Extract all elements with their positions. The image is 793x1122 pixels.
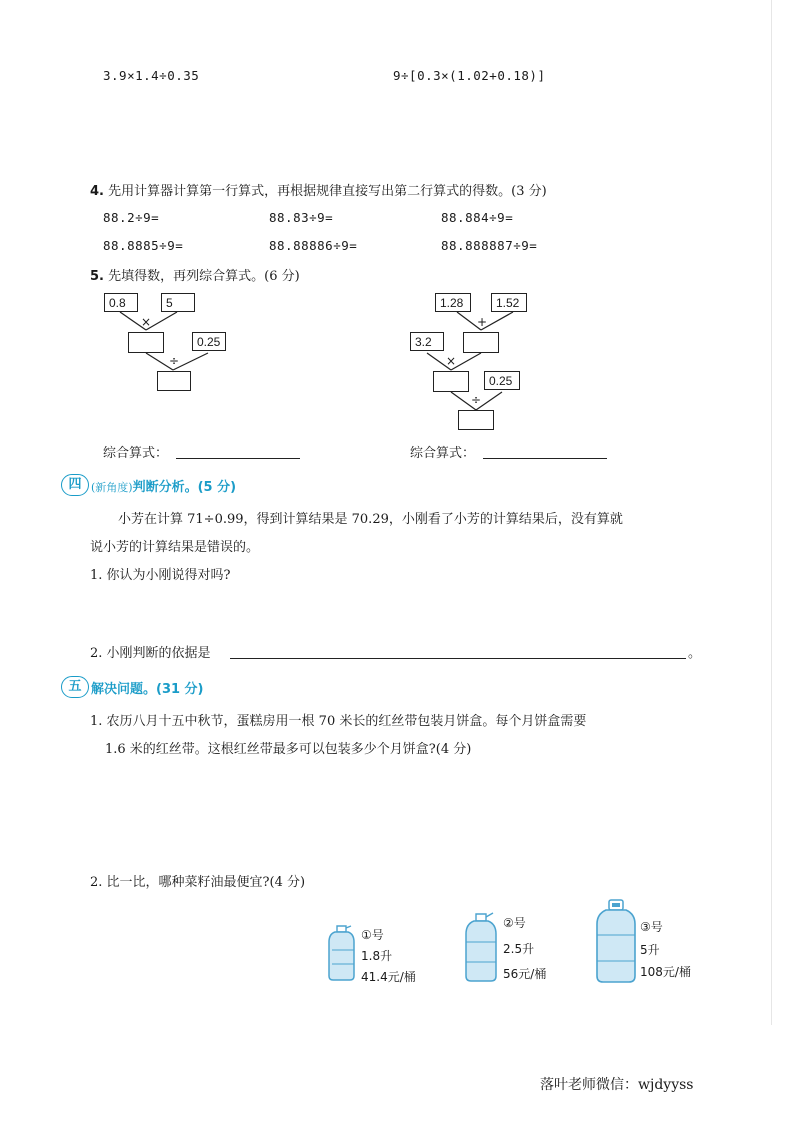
oil-bottle-2-icon xyxy=(464,912,498,982)
tree-right-op-plus: + xyxy=(477,315,488,329)
section-4-paragraph-line1: 小芳在计算 71÷0.99，得到计算结果是 70.29，小刚看了小芳的计算结果后，没有算就 xyxy=(118,512,623,527)
tree-left-answer-box-1[interactable] xyxy=(128,332,164,353)
section-5-question-1-line2: 1.6 米的红丝带。这根红丝带最多可以包装多少个月饼盒?(4 分) xyxy=(105,742,472,757)
section-4-paragraph-line2: 说小芳的计算结果是错误的。 xyxy=(90,540,260,555)
footer-contact: 落叶老师微信：wjdyyss xyxy=(540,1077,694,1093)
section-5-number: 五 xyxy=(61,676,89,698)
tree-left-answer-box-2[interactable] xyxy=(157,371,191,391)
q4-row2-item: 88.888887÷9= xyxy=(441,238,538,253)
q4-text: 先用计算器计算第一行算式，再根据规律直接写出第二行算式的得数。(3 分) xyxy=(108,184,547,199)
q4-row1-item: 88.884÷9= xyxy=(441,210,514,225)
tree-right-input-d: 0.25 xyxy=(484,371,520,390)
oil-1-volume: 1.8升 xyxy=(361,949,393,963)
section-4-number: 四 xyxy=(61,474,89,496)
tree-right-answer-box-1[interactable] xyxy=(463,332,499,353)
oil-2-number: ②号 xyxy=(503,916,526,930)
oil-2-volume: 2.5升 xyxy=(503,942,535,956)
section-4-question-2: 2. 小刚判断的依据是 xyxy=(90,646,211,661)
oil-1-price: 41.4元/桶 xyxy=(361,970,416,984)
tree-right-input-c: 3.2 xyxy=(410,332,444,351)
tree-right-input-b: 1.52 xyxy=(491,293,527,312)
q5-text: 先填得数，再列综合算式。(6 分) xyxy=(108,269,300,284)
expression-1: 3.9×1.4÷0.35 xyxy=(103,68,200,83)
oil-3-number: ③号 xyxy=(640,920,663,934)
q4-row2-item: 88.88886÷9= xyxy=(269,238,358,253)
section-4-answer-blank[interactable] xyxy=(230,658,686,659)
oil-bottle-3-icon xyxy=(595,899,637,983)
oil-3-price: 108元/桶 xyxy=(640,965,691,979)
tree-left-input-a: 0.8 xyxy=(104,293,138,312)
section-5-question-2: 2. 比一比，哪种菜籽油最便宜?(4 分) xyxy=(90,875,306,890)
oil-2-price: 56元/桶 xyxy=(503,967,547,981)
section-4-question-1: 1. 你认为小刚说得对吗? xyxy=(90,568,231,583)
combined-label-left: 综合算式： xyxy=(103,446,169,461)
section-5-title: 解决问题。(31 分) xyxy=(91,682,204,697)
tree-left-op-multiply: × xyxy=(141,315,152,329)
oil-3-volume: 5升 xyxy=(640,943,660,957)
oil-1-number: ①号 xyxy=(361,928,384,942)
combined-blank-left[interactable] xyxy=(176,458,300,459)
q4-row1-item: 88.83÷9= xyxy=(269,210,334,225)
oil-bottle-1-icon xyxy=(328,924,356,982)
tree-right-op-multiply: × xyxy=(446,354,457,368)
section-4-title: 判断分析。(5 分) xyxy=(132,480,237,495)
section-5-question-1-line1: 1. 农历八月十五中秋节，蛋糕房用一根 70 米长的红丝带包装月饼盒。每个月饼盒需要 xyxy=(90,714,587,729)
combined-label-right: 综合算式： xyxy=(410,446,476,461)
tree-left-input-b: 5 xyxy=(161,293,195,312)
section-4-period: 。 xyxy=(688,646,702,661)
tree-right-answer-box-2[interactable] xyxy=(433,371,469,392)
tree-right-input-a: 1.28 xyxy=(435,293,471,312)
q4-row1-item: 88.2÷9= xyxy=(103,210,160,225)
q5-number: 5. xyxy=(90,269,104,284)
tree-left-op-divide: ÷ xyxy=(169,354,180,368)
tree-left-input-c: 0.25 xyxy=(192,332,226,351)
tree-right-answer-box-3[interactable] xyxy=(458,410,494,430)
section-4-tag: (新角度) xyxy=(91,481,133,494)
combined-blank-right[interactable] xyxy=(483,458,607,459)
q4-number: 4. xyxy=(90,184,104,199)
q4-row2-item: 88.8885÷9= xyxy=(103,238,184,253)
expression-2: 9÷[0.3×(1.02+0.18)] xyxy=(393,68,546,83)
tree-right-op-divide: ÷ xyxy=(471,393,482,407)
